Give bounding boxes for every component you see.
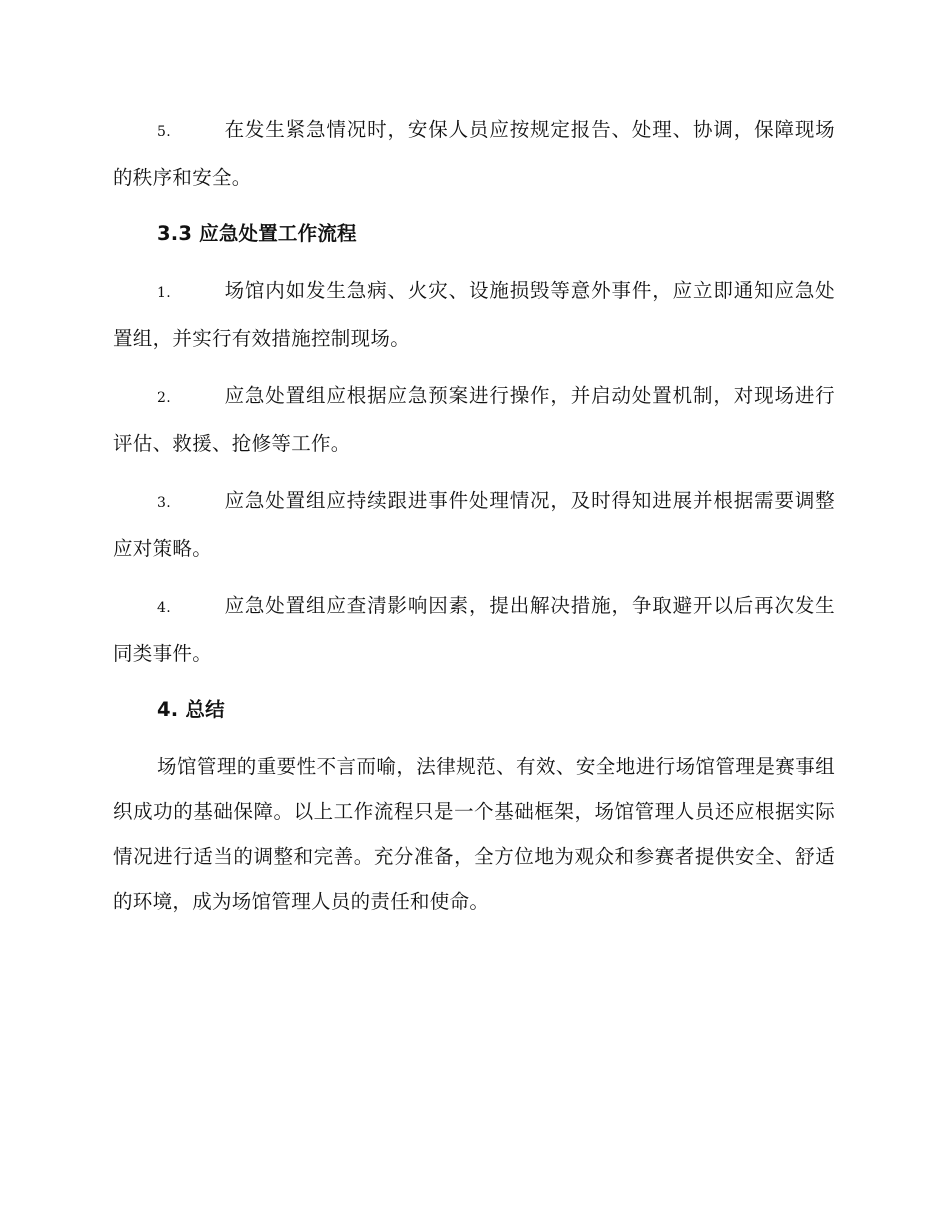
list-item-text: 在发生紧急情况时，安保人员应按规定报告、处理、协调，保障现场的秩序和安全。 <box>113 118 835 189</box>
list-item-3 <box>113 478 835 571</box>
list-item-5 <box>113 107 835 200</box>
list-number: 1. <box>157 285 171 301</box>
list-item-2 <box>113 373 835 466</box>
list-item-4 <box>113 583 835 676</box>
list-item-text: 应急处置组应持续跟进事件处理情况，及时得知进展并根据需要调整应对策略。 <box>113 489 835 560</box>
list-item-text: 场馆内如发生急病、火灾、设施损毁等意外事件，应立即通知应急处置组，并实行有效措施控制现场。 <box>113 279 835 350</box>
list-number: 5. <box>157 124 171 140</box>
section-heading-4: 4. 总结 <box>157 698 225 721</box>
list-number: 4. <box>157 600 171 616</box>
section-heading-3-3: 3.3 应急处置工作流程 <box>157 222 357 245</box>
list-item-text: 应急处置组应根据应急预案进行操作，并启动处置机制，对现场进行评估、救援、抢修等工作。 <box>113 384 835 455</box>
list-item-text: 应急处置组应查清影响因素，提出解决措施，争取避开以后再次发生同类事件。 <box>113 594 835 665</box>
list-number: 3. <box>157 495 171 511</box>
list-number: 2. <box>157 390 171 406</box>
summary-paragraph: 场馆管理的重要性不言而喻，法律规范、有效、安全地进行场馆管理是赛事组织成功的基础保障。以上工作流程只是一个基础框架，场馆管理人员还应根据实际情况进行适当的调整和完善。充分准备，全方位地为观众和参赛者提供安全、舒适的环境，成为场馆管理人员的责任和使命。 <box>113 755 835 913</box>
document-body <box>113 107 835 924</box>
list-item-1 <box>113 268 835 361</box>
